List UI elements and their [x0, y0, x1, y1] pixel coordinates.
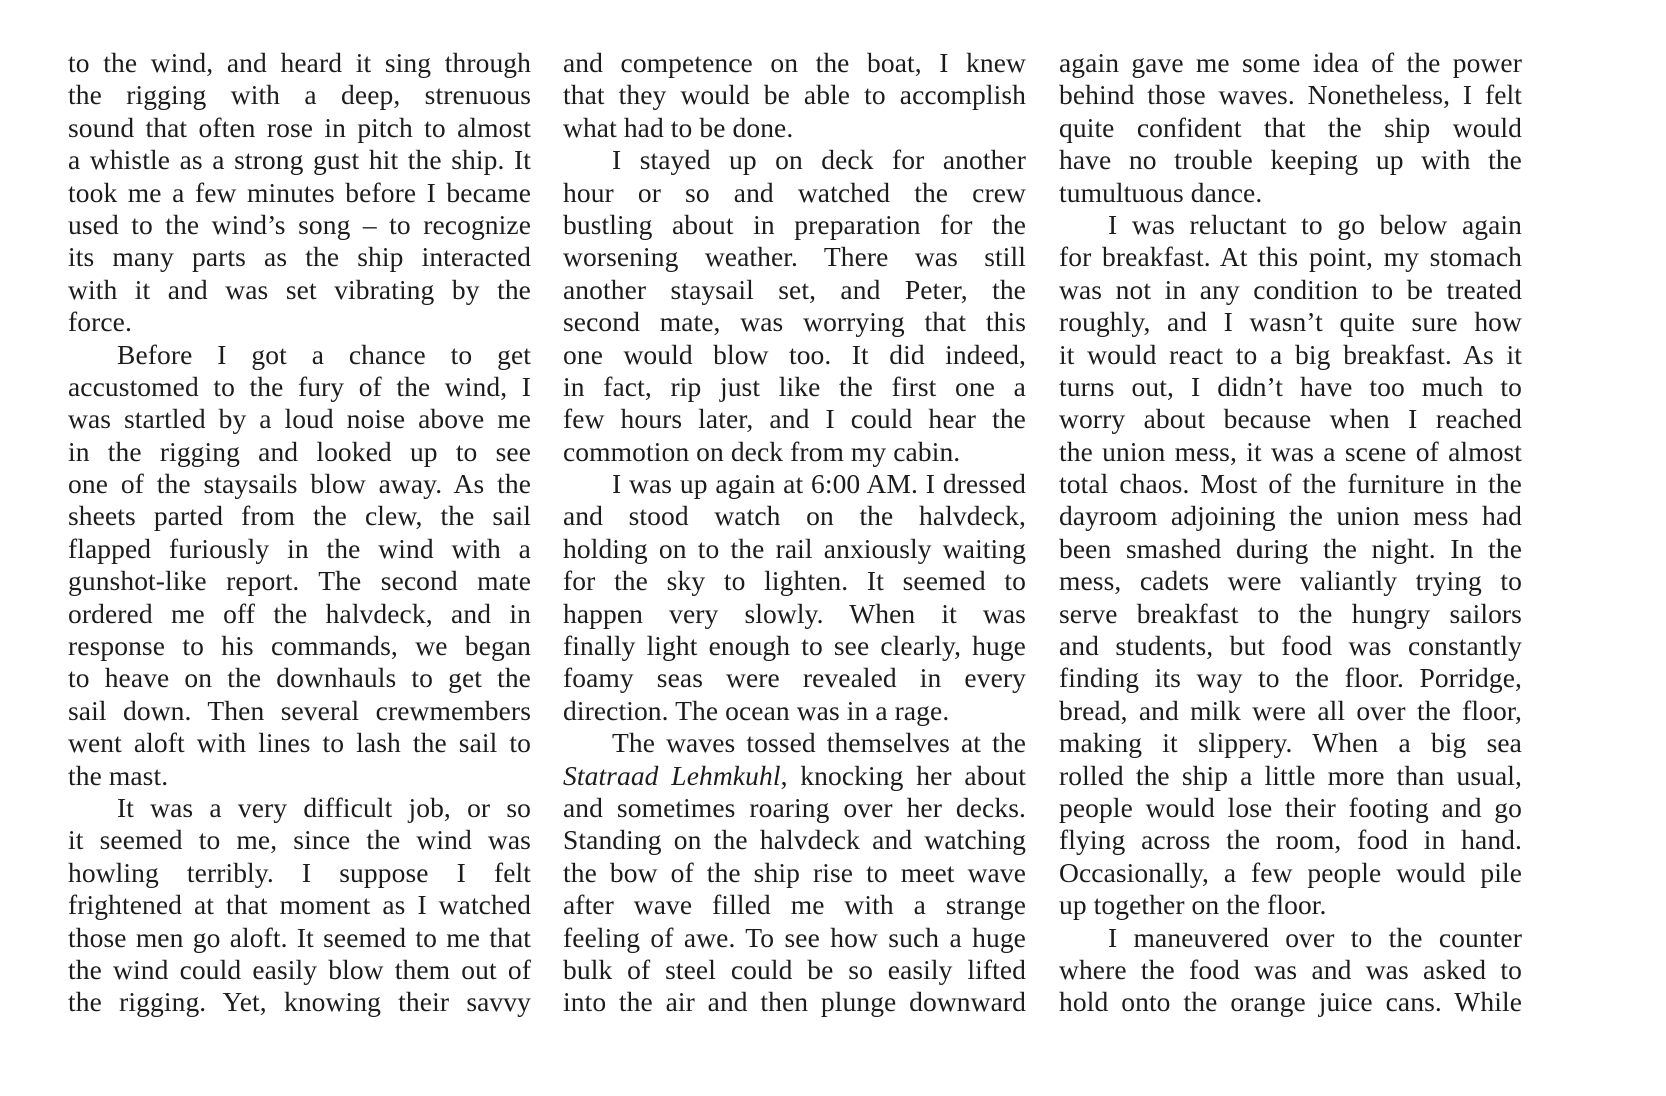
text-line: Standing on the halvdeck and watching: [563, 824, 1026, 856]
text-line: one would blow too. It did indeed,: [563, 338, 1026, 370]
text-line: where the food was and was asked to: [1059, 953, 1522, 985]
text-line: quite confident that the ship would: [1059, 111, 1522, 143]
text-line: bulk of steel could be so easily lifted: [563, 953, 1026, 985]
text-line: howling terribly. I suppose I felt: [68, 856, 531, 888]
text-line: into the air and then plunge downward: [563, 986, 1026, 1018]
text-line: dayroom adjoining the union mess had: [1059, 500, 1522, 532]
text-line: [563, 760, 1026, 792]
text-line: force.: [68, 306, 132, 338]
text-line: in the rigging and looked up to see: [68, 435, 531, 467]
text-line: behind those waves. Nonetheless, I felt: [1059, 79, 1522, 111]
text-line: few hours later, and I could hear the: [563, 403, 1026, 435]
text-line: sail down. Then several crewmembers: [68, 694, 531, 726]
text-line: again gave me some idea of the power: [1059, 47, 1522, 78]
text-line: Before I got a chance to get: [117, 338, 531, 370]
text-line: bread, and milk were all over the floor,: [1059, 694, 1522, 726]
text-line: for breakfast. At this point, my stomach: [1059, 241, 1522, 273]
text-line: rolled the ship a little more than usual,: [1059, 759, 1522, 791]
text-line: roughly, and I wasn’t quite sure how: [1059, 306, 1522, 338]
text-line: total chaos. Most of the furniture in the: [1059, 468, 1522, 500]
text-line: the wind could easily blow them out of: [68, 953, 531, 985]
text-line: took me a few minutes before I became: [68, 176, 531, 208]
text-line: been smashed during the night. In the: [1059, 532, 1522, 564]
text-line: It was a very difficult job, or so: [117, 791, 531, 823]
text-line: bustling about in preparation for the: [563, 208, 1026, 240]
text-line: it would react to a big breakfast. As it: [1059, 338, 1522, 370]
text-line: was not in any condition to be treated: [1059, 273, 1522, 305]
text-column-3: [1059, 47, 1522, 1019]
text-line: went aloft with lines to lash the sail to: [68, 727, 531, 759]
text-line: tumultuous dance.: [1059, 176, 1263, 208]
text-line: that they would be able to accomplish: [563, 79, 1026, 111]
text-line: ordered me off the halvdeck, and in: [68, 597, 531, 629]
text-line: flapped furiously in the wind with a: [68, 532, 531, 564]
text-line: worry about because when I reached: [1059, 403, 1522, 435]
text-column-1: [68, 47, 531, 1019]
ship-name-italic: Statraad Lehmkuhl: [563, 759, 781, 791]
text-column-2: [563, 47, 1026, 1019]
text-line: Occasionally, a few people would pile: [1059, 856, 1522, 888]
text-line: its many parts as the ship interacted: [68, 241, 531, 273]
text-line: accustomed to the fury of the wind, I: [68, 370, 531, 402]
text-line: to heave on the downhauls to get the: [68, 662, 531, 694]
text-line: and stood watch on the halvdeck,: [563, 500, 1026, 532]
text-line: the bow of the ship rise to meet wave: [563, 856, 1026, 888]
text-line: the mast.: [68, 759, 169, 791]
text-line: serve breakfast to the hungry sailors: [1059, 597, 1522, 629]
text-line: sheets parted from the clew, the sail: [68, 500, 531, 532]
text-line: gunshot-like report. The second mate: [68, 565, 531, 597]
text-line: with it and was set vibrating by the: [68, 273, 531, 305]
text-line: one of the staysails blow away. As the: [68, 468, 531, 500]
text-line: holding on to the rail anxiously waiting: [563, 532, 1026, 564]
text-line: a whistle as a strong gust hit the ship. It: [68, 144, 531, 176]
text-line: it seemed to me, since the wind was: [68, 824, 531, 856]
text-line: foamy seas were revealed in every: [563, 662, 1026, 694]
text-line: sound that often rose in pitch to almost: [68, 111, 531, 143]
text-line: and competence on the boat, I knew: [563, 47, 1026, 78]
text-line: those men go aloft. It seemed to me that: [68, 921, 531, 953]
text-line: commotion on deck from my cabin.: [563, 435, 961, 467]
text-line: feeling of awe. To see how such a huge: [563, 921, 1026, 953]
text-line: and sometimes roaring over her decks.: [563, 791, 1026, 823]
text-line: the union mess, it was a scene of almost: [1059, 435, 1522, 467]
text-line: for the sky to lighten. It seemed to: [563, 565, 1026, 597]
text-line: frightened at that moment as I watched: [68, 889, 531, 921]
text-line: I was up again at 6:00 AM. I dressed: [612, 468, 1026, 500]
text-line: happen very slowly. When it was: [563, 597, 1026, 629]
text-line: flying across the room, food in hand.: [1059, 824, 1522, 856]
text-line: people would lose their footing and go: [1059, 791, 1522, 823]
text-line: the rigging with a deep, strenuous: [68, 79, 531, 111]
text-line: I stayed up on deck for another: [612, 144, 1026, 176]
text-line: after wave filled me with a strange: [563, 889, 1026, 921]
text-line: turns out, I didn’t have too much to: [1059, 370, 1522, 402]
text-line: in fact, rip just like the first one a: [563, 370, 1026, 402]
text-line: response to his commands, we began: [68, 630, 531, 662]
text-line: have no trouble keeping up with the: [1059, 144, 1522, 176]
text-line: finding its way to the floor. Porridge,: [1059, 662, 1522, 694]
text-line: I was reluctant to go below again: [1108, 208, 1522, 240]
text-line: and students, but food was constantly: [1059, 630, 1522, 662]
text-line: what had to be done.: [563, 111, 794, 143]
line-text: , knocking her about: [780, 759, 1026, 791]
text-line: The waves tossed themselves at the: [612, 727, 1026, 759]
text-line: the rigging. Yet, knowing their savvy: [68, 986, 531, 1018]
text-line: mess, cadets were valiantly trying to: [1059, 565, 1522, 597]
text-line: making it slippery. When a big sea: [1059, 727, 1522, 759]
text-line: to the wind, and heard it sing through: [68, 47, 531, 78]
text-line: worsening weather. There was still: [563, 241, 1026, 273]
text-line: second mate, was worrying that this: [563, 306, 1026, 338]
text-line: hour or so and watched the crew: [563, 176, 1026, 208]
text-line: direction. The ocean was in a rage.: [563, 694, 950, 726]
text-line: I maneuvered over to the counter: [1108, 921, 1522, 953]
text-line: another staysail set, and Peter, the: [563, 273, 1026, 305]
text-line: used to the wind’s song – to recognize: [68, 208, 531, 240]
text-line: hold onto the orange juice cans. While: [1059, 986, 1522, 1018]
text-line: finally light enough to see clearly, huge: [563, 630, 1026, 662]
text-line: up together on the floor.: [1059, 889, 1327, 921]
text-line: was startled by a loud noise above me: [68, 403, 531, 435]
